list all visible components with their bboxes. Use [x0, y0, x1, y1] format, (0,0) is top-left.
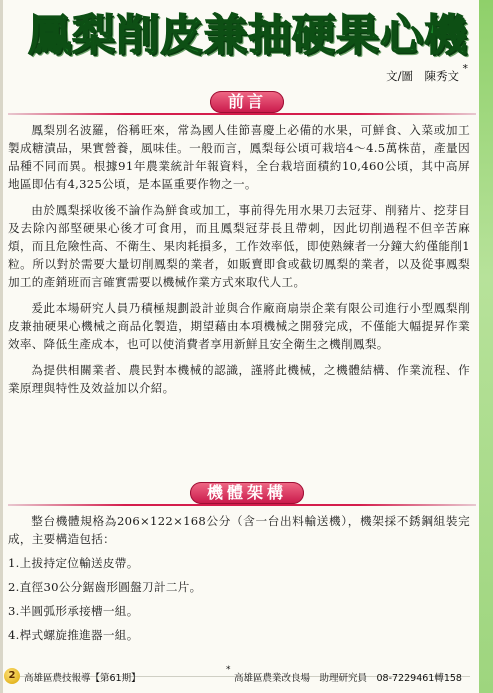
structure-body — [8, 512, 470, 650]
affiliation-mark: * — [226, 665, 231, 675]
paragraph: 為提供相關業者、農民對本機械的認識，謹將此機械，之機體結構、作業流程、作業原理與特性及效益加以介紹。 — [8, 363, 470, 395]
paragraph: 由於鳳梨採收後不論作為鮮食或加工，事前得先用水果刀去冠芽、削豬片、挖芽目及去除內部堅硬果心後才可食用，而且鳳梨冠芽長且帶刺，因此切削過程不但辛苦麻煩，而且危險性高、不衛生、果肉耗損多，工作效率低，即使熟練者一分鐘大約僅能削1粒。所以對於需要大量切削鳳梨的業者，如販賣即食或截切鳳梨的業者，以及從事鳳梨加工的產銷班而言確實需要以機械作業方式來取代人工。 — [8, 203, 470, 289]
paragraph: 鳳梨別名波羅，俗稱旺來，常為國人佳節喜慶上必備的水果，可鮮食、入菜或加工製成糖漬品，果實營養，風味佳。一般而言，鳳梨每公頃可栽培4～4.5萬株苗，產量因品種不同而異。根據91年農業統計年報資料，全台栽培面積約10,460公頃，其中高屏地區即佔有4,325公頃，是本區重要作物之一。 — [8, 123, 470, 191]
list-item: 2.直徑30公分鋸齒形圓盤刀計二片。 — [8, 580, 202, 594]
section-heading-structure: 機體架構 — [190, 482, 304, 504]
preface-body — [8, 121, 470, 405]
section-divider — [8, 113, 476, 115]
page-number-badge: 2 — [4, 668, 20, 684]
page-left-edge — [0, 0, 3, 693]
journal-name: 高雄區農技報導【第61期】 — [24, 673, 141, 684]
author-footnote-mark: * — [462, 62, 468, 75]
affiliation-text: 高雄區農業改良場 助理研究員 08-7229461轉158 — [234, 673, 462, 684]
author-affiliation — [226, 665, 462, 684]
paragraph: 爰此本場研究人員乃積極規劃設計並與合作廠商扇崇企業有限公司進行小型鳳梨削皮兼抽硬果心機械之商品化製造，期望藉由本項機械之開發完成，不僅能大幅提昇作業效率、降低生產成本，也可以使消費者享用新鮮且安全衛生之機削鳳梨。 — [8, 301, 470, 351]
author-name: 文/圖 陳秀文 — [386, 69, 459, 83]
section-divider — [8, 504, 476, 506]
article-title: 鳳梨削皮兼抽硬果心機 — [28, 11, 468, 61]
paragraph: 整台機體規格為206×122×168公分（含一台出料輸送機），機架採不銹鋼組裝完成，主要構造包括： — [8, 514, 470, 546]
list-item: 1.上拔持定位輸送皮帶。 — [8, 556, 139, 570]
list-item: 3.半圓弧形承接槽一組。 — [8, 604, 139, 618]
page-footer — [0, 664, 493, 686]
section-heading-preface: 前言 — [210, 91, 284, 113]
list-item: 4.桿式螺旋推進器一組。 — [8, 628, 139, 642]
decorative-side-band — [479, 0, 493, 693]
author-line — [386, 62, 468, 84]
